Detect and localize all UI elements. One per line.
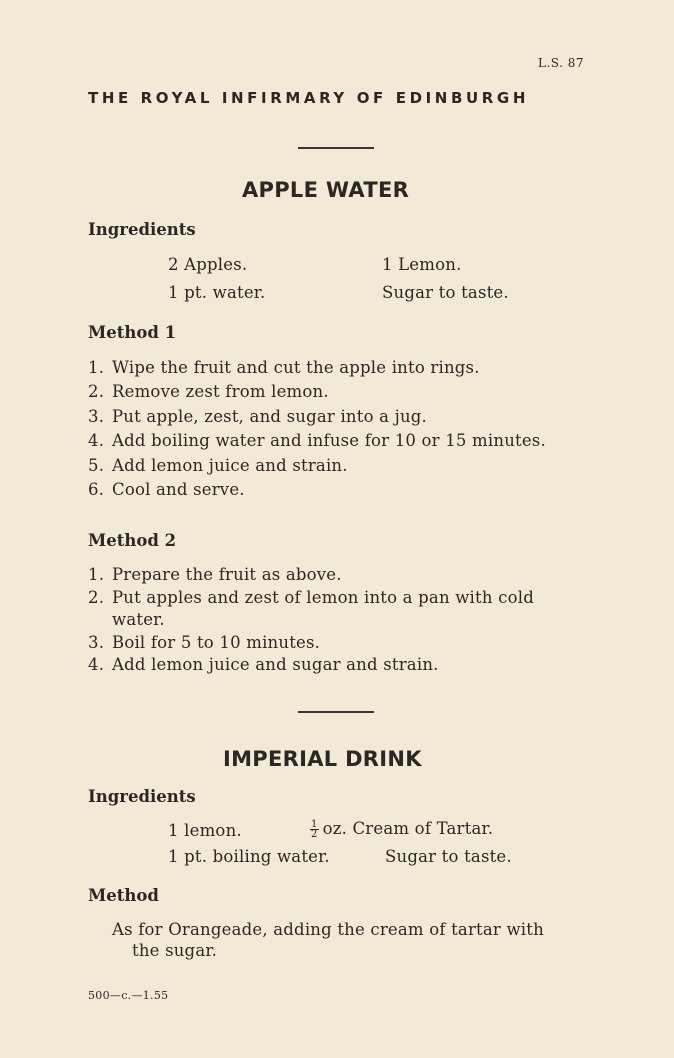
apple-water-ingredients-heading: Ingredients (88, 220, 196, 239)
method-2-steps (88, 564, 534, 677)
list-item: 5. Add lemon juice and strain. (88, 455, 348, 475)
ingredient-water: 1 pt. water. (168, 283, 266, 302)
method-2-heading: Method 2 (88, 531, 177, 550)
ingredient-boiling-water: 1 pt. boiling water. (168, 847, 330, 866)
document-code: L.S. 87 (538, 56, 584, 70)
list-item: 3. Put apple, zest, and sugar into a jug. (88, 406, 427, 426)
method-1-steps (88, 356, 546, 502)
list-item: 6. Cool and serve. (88, 480, 245, 500)
list-item: 1. Wipe the fruit and cut the apple into rings. (88, 358, 480, 377)
print-code: 500—c.—1.55 (88, 989, 169, 1002)
imperial-drink-title: IMPERIAL DRINK (223, 747, 422, 771)
list-item: 2. Put apples and zest of lemon into a pan with cold water. (88, 587, 534, 629)
ingredient-sugar-imperial: Sugar to taste. (385, 847, 512, 866)
institution-heading: THE ROYAL INFIRMARY OF EDINBURGH (88, 89, 529, 107)
list-item: 1. Prepare the fruit as above. (88, 565, 342, 584)
divider-middle (298, 711, 374, 713)
imperial-drink-ingredients-heading: Ingredients (88, 787, 196, 806)
ingredient-apples: 2 Apples. (168, 255, 248, 274)
list-item: 4. Add boiling water and infuse for 10 or 15 minutes. (88, 431, 546, 451)
apple-water-title: APPLE WATER (242, 178, 410, 202)
ingredient-sugar: Sugar to taste. (382, 283, 509, 302)
list-item: 3. Boil for 5 to 10 minutes. (88, 632, 321, 652)
divider-top (298, 147, 374, 149)
ingredient-lemon: 1 Lemon. (382, 255, 462, 274)
imperial-method-line-1: As for Orangeade, adding the cream of tartar with (112, 920, 544, 939)
ingredient-lemon-imperial: 1 lemon. (168, 821, 242, 840)
list-item: 4. Add lemon juice and sugar and strain. (88, 655, 439, 674)
imperial-method-heading: Method (88, 886, 159, 905)
method-1-heading: Method 1 (88, 323, 177, 342)
list-item: 2. Remove zest from lemon. (88, 382, 329, 402)
imperial-method-line-2: the sugar. (132, 941, 218, 960)
half-fraction: $\frac{1}{2}$ (311, 819, 318, 840)
ingredient-cream-of-tartar: $\frac{1}{2}$ oz. Cream of Tartar. (311, 819, 494, 840)
